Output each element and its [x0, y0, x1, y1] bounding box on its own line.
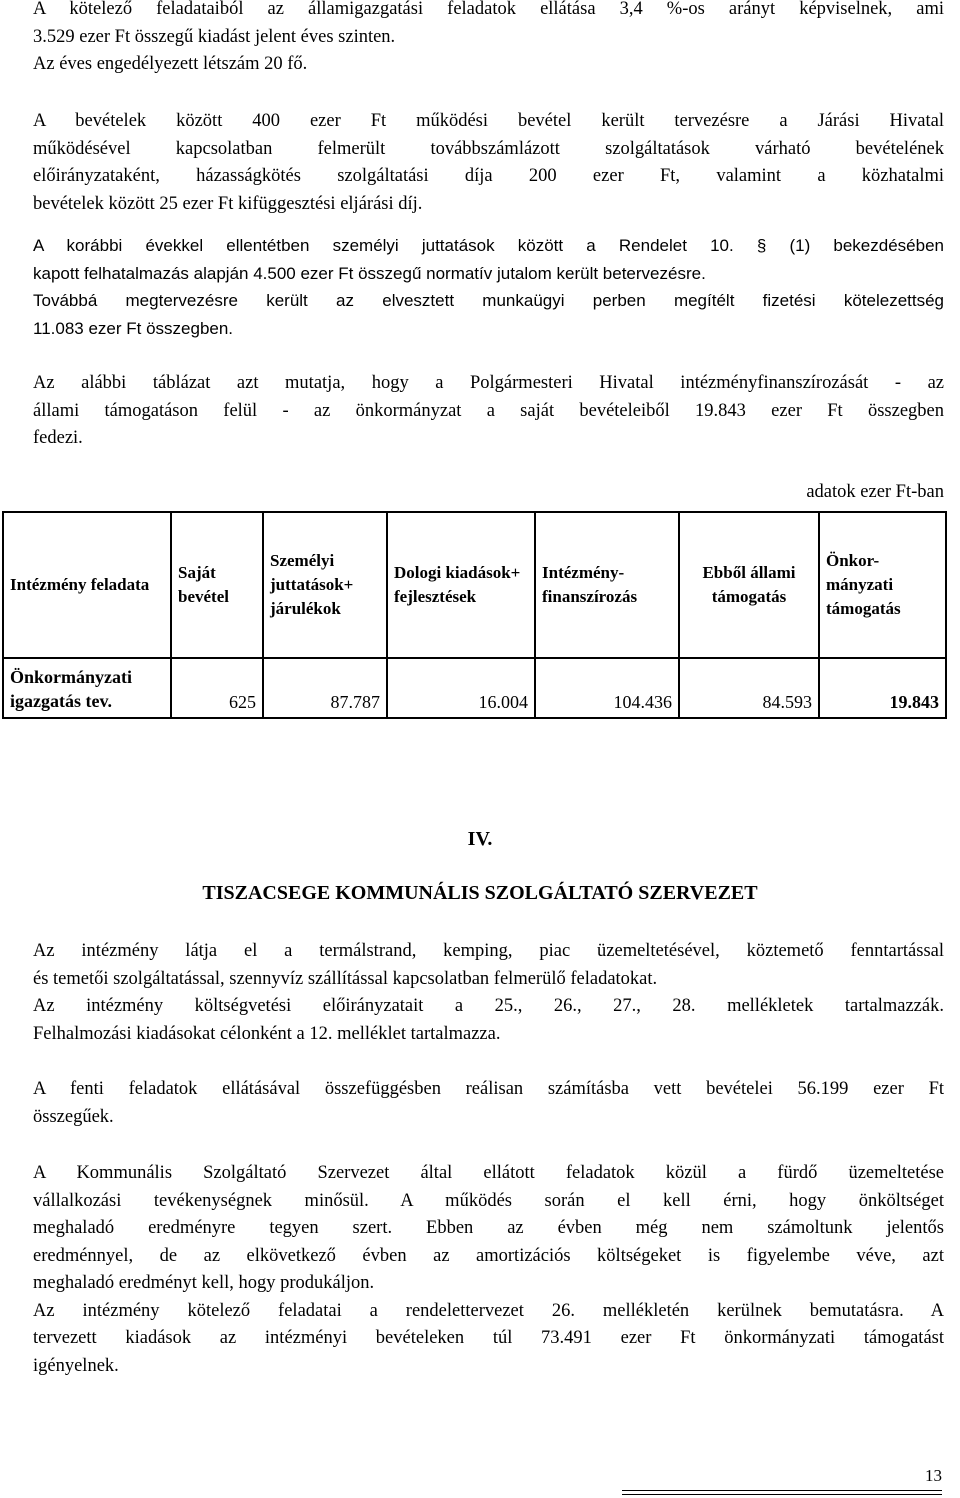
text-line: Továbbá megtervezésre került az elvesztett munkaügyi perben megítélt fizetési kötelezettség: [33, 291, 944, 310]
table-header-cell: Dologi kiadások+ fejlesztések: [387, 512, 535, 658]
text-line: Felhalmozási kiadásokat célonként a 12. melléklet tartalmazza.: [33, 1023, 501, 1044]
text-line: előirányzataként, házasságkötés szolgáltatási díja 200 ezer Ft, valamint a közhatalmi: [33, 166, 944, 186]
text-line: igényelnek.: [33, 1355, 119, 1376]
row-label-line: igazgatás tev.: [10, 691, 112, 711]
table-header-cell: Intézmény-finanszírozás: [535, 512, 679, 658]
text-line: A bevételek között 400 ezer Ft működési bevétel került tervezésre a Járási Hivatal: [33, 111, 944, 131]
text-line: működésével kapcsolatban felmerült továbbszámlázott szolgáltatások várható bevételének: [33, 138, 944, 159]
paragraph-revenues: [33, 108, 944, 218]
table-unit-note: adatok ezer Ft-ban: [806, 482, 944, 502]
table-row-label: [3, 658, 171, 718]
footer-rule: [622, 1490, 942, 1491]
text-line: bevételek között 25 ezer Ft kifüggesztési eljárási díj.: [33, 193, 423, 214]
footer-rule: [622, 1494, 942, 1495]
table-header-cell: Ebből állami támogatás: [679, 512, 819, 658]
text-line: összegűek.: [33, 1106, 114, 1127]
text-line: A kötelező feladataiból az államigazgatási feladatok ellátása 3,4 %-os arányt képviselnek, ami: [33, 0, 944, 19]
text-line: 3.529 ezer Ft összegű kiadást jelent éves szinten.: [33, 26, 396, 47]
paragraph-institution-tasks: [33, 938, 944, 1048]
table-cell: 16.004: [387, 658, 535, 718]
table-row: [3, 658, 946, 718]
text-line: A korábbi évekkel ellentétben személyi juttatások között a Rendelet 10. § (1) bekezdésében: [33, 236, 944, 255]
table-header-cell: Személyi juttatások+ járulékok: [263, 512, 387, 658]
text-line: állami támogatáson felül - az önkormányzat a saját bevételeiből 19.843 ezer Ft összegben: [33, 400, 944, 421]
text-line: Az intézmény látja el a termálstrand, kemping, piac üzemeltetésével, köztemető fenntartással: [33, 941, 944, 961]
table-cell: 87.787: [263, 658, 387, 718]
text-line: eredménnyel, de az elkövetkező évben az amortizációs költségeket is figyelembe véve, azt: [33, 1245, 944, 1266]
text-line: Az intézmény költségvetési előirányzatait a 25., 26., 27., 28. mellékletek tartalmazzák.: [33, 996, 944, 1016]
table-cell: 625: [171, 658, 263, 718]
text-line: Az alábbi táblázat azt mutatja, hogy a Polgármesteri Hivatal intézményfinanszírozását - az: [33, 373, 944, 393]
text-line: vállalkozási tevékenységnek minősül. A működés során el kell érni, hogy önköltséget: [33, 1190, 944, 1211]
text-line: kapott felhatalmazás alapján 4.500 ezer Ft összegű normatív jutalom került betervezésre.: [33, 263, 706, 283]
section-number: IV.: [467, 828, 493, 850]
table-cell: 104.436: [535, 658, 679, 718]
text-line: és temetői szolgáltatással, szennyvíz szállítással kapcsolatban felmerülő feladatokat.: [33, 968, 658, 989]
table-header-cell: Intézmény feladata: [3, 512, 171, 658]
text-line: meghaladó eredményre tegyen szert. Ebben az évben még nem számoltunk jelentős: [33, 1218, 944, 1238]
text-line: Az intézmény kötelező feladatai a rendelettervezet 26. mellékletén kerülnek bemutatásra. A: [33, 1300, 944, 1321]
paragraph-table-intro: [33, 370, 944, 453]
section-title: TISZACSEGE KOMMUNÁLIS SZOLGÁLTATÓ SZERVEZET: [202, 882, 758, 904]
paragraph-personnel: [33, 232, 944, 342]
table-cell: 84.593: [679, 658, 819, 718]
table-cell: 19.843: [819, 658, 946, 718]
paragraph-revenue-total: [33, 1076, 944, 1131]
table-header-row: [3, 512, 946, 658]
paragraph-spa-operation: [33, 1160, 944, 1380]
text-line: fedezi.: [33, 428, 83, 448]
financing-table: [2, 511, 947, 719]
text-line: A fenti feladatok ellátásával összefüggésben reálisan számításba vett bevételei 56.199 ezer Ft: [33, 1079, 944, 1099]
page-number: 13: [925, 1466, 942, 1485]
text-line: tervezett kiadások az intézményi bevételeken túl 73.491 ezer Ft önkormányzati támogatást: [33, 1328, 944, 1348]
table-header-cell: Saját bevétel: [171, 512, 263, 658]
text-line: Az éves engedélyezett létszám 20 fő.: [33, 54, 308, 74]
text-line: A Kommunális Szolgáltató Szervezet által ellátott feladatok közül a fürdő üzemeltetése: [33, 1163, 944, 1183]
row-label-line: Önkormányzati: [10, 667, 133, 687]
table-header-cell: Önkor-mányzati támogatás: [819, 512, 946, 658]
text-line: meghaladó eredményt kell, hogy produkáljon.: [33, 1273, 375, 1293]
text-line: 11.083 ezer Ft összegben.: [33, 318, 234, 338]
paragraph-state-admin: [33, 0, 944, 79]
